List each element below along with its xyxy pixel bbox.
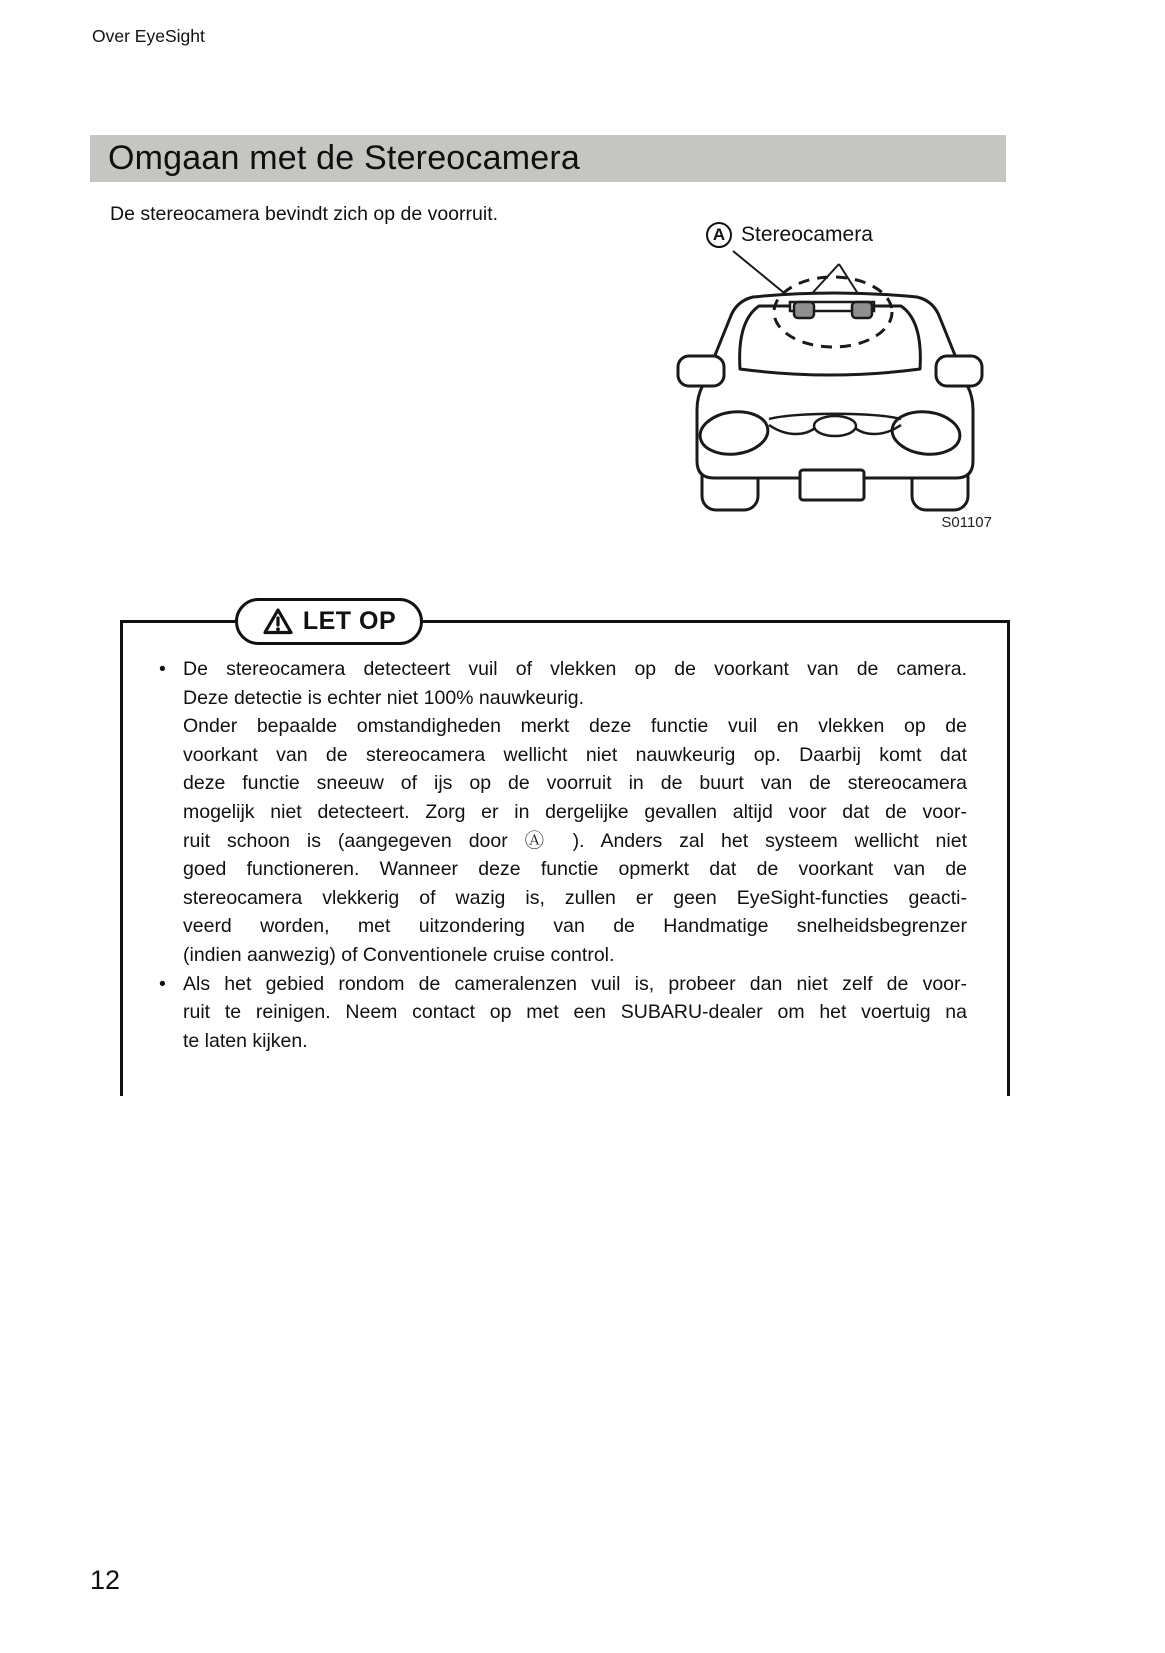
warning-content xyxy=(123,623,1007,1055)
car-figure xyxy=(640,220,1020,555)
text-line: Onder bepaalde omstandigheden merkt deze functie vuil en vlekken op de xyxy=(183,715,967,738)
text-line: ruit te reinigen. Neem contact op met een SUBARU-dealer om het voertuig na xyxy=(183,1001,967,1024)
text-line: stereocamera vlekkerig of wazig is, zullen er geen EyeSight-functies geacti- xyxy=(183,886,967,909)
license-plate xyxy=(800,470,864,500)
left-mirror xyxy=(678,356,724,386)
page-number: 12 xyxy=(90,1565,121,1595)
camera-callout xyxy=(706,222,873,248)
intro-text: De stereocamera bevindt zich op de voorruit. xyxy=(110,203,499,225)
text-line: ruit schoon is (aangegeven door Ⓐ ). Anders zal het systeem wellicht niet xyxy=(183,829,967,852)
callout-leader-line xyxy=(733,251,789,297)
warning-pill xyxy=(235,598,423,645)
bullet-marker: • xyxy=(159,972,166,995)
stereo-camera-right xyxy=(852,302,872,318)
text-line: (indien aanwezig) of Conventionele cruise control. xyxy=(183,943,615,966)
warning-triangle-icon xyxy=(262,607,294,636)
section-title-banner xyxy=(90,135,1006,182)
bullet-marker: • xyxy=(159,658,166,680)
warning-label: LET OP xyxy=(302,607,397,635)
text-line: De stereocamera detecteert vuil of vlekken op de voorkant van de camera. xyxy=(183,658,967,680)
right-mirror xyxy=(936,356,982,386)
text-line: te laten kijken. xyxy=(183,1029,308,1052)
text-line: goed functioneren. Wanneer deze functie opmerkt dat de voorkant van de xyxy=(183,858,967,881)
text-line: Deze detectie is echter niet 100% nauwkeurig. xyxy=(183,686,585,709)
section-title: Omgaan met de Stereocamera xyxy=(108,139,580,177)
windshield xyxy=(740,306,921,375)
text-line: voorkant van de stereocamera wellicht niet nauwkeurig op. Daarbij komt dat xyxy=(183,743,967,766)
running-header: Over EyeSight xyxy=(92,26,205,46)
warning-bullet-1 xyxy=(159,655,967,970)
warning-bullet-2-text xyxy=(183,970,967,1056)
car-illustration xyxy=(640,220,1020,520)
callout-label: Stereocamera xyxy=(741,223,873,246)
figure-caption: S01107 xyxy=(941,514,992,531)
stereo-camera-left xyxy=(794,302,814,318)
warning-bullet-2 xyxy=(159,970,967,1056)
warning-bullet-1-text xyxy=(183,655,967,970)
text-line: mogelijk niet detecteert. Zorg er in dergelijke gevallen altijd voor dat de voor- xyxy=(183,800,967,823)
text-line: veerd worden, met uitzondering van de Handmatige snelheidsbegrenzer xyxy=(183,915,967,938)
callout-circle-a: A xyxy=(706,222,732,248)
text-line: Als het gebied rondom de cameralenzen vuil is, probeer dan niet zelf de voor- xyxy=(183,972,967,995)
warning-box xyxy=(120,607,1010,1096)
grille-logo xyxy=(814,416,856,436)
text-line: deze functie sneeuw of ijs op de voorruit in de buurt van de stereocamera xyxy=(183,772,967,795)
